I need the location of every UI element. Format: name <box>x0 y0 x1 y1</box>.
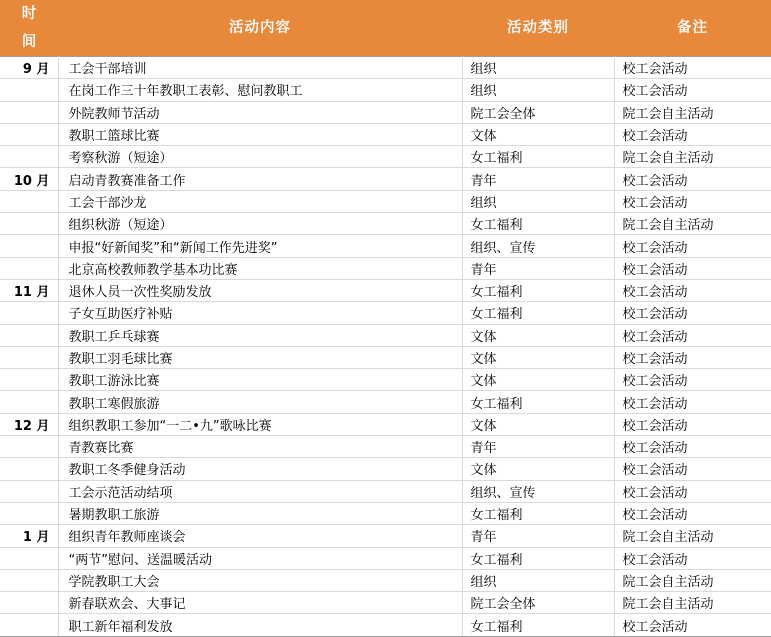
cell-time <box>0 257 58 279</box>
cell-activity-content: 新春联欢会、大事记 <box>58 592 462 614</box>
cell-activity-category: 文体 <box>462 346 614 368</box>
cell-activity-content: 教职工羽毛球比赛 <box>58 346 462 368</box>
table-row <box>0 369 771 391</box>
cell-time <box>0 146 58 168</box>
table-row <box>0 235 771 257</box>
table-row <box>0 592 771 614</box>
cell-activity-content: 工会干部培训 <box>58 57 462 79</box>
cell-activity-content: 外院教师节活动 <box>58 101 462 123</box>
cell-activity-content: 教职工寒假旅游 <box>58 391 462 413</box>
cell-activity-category: 女工福利 <box>462 146 614 168</box>
cell-remark: 校工会活动 <box>614 235 771 257</box>
table-row <box>0 413 771 435</box>
cell-activity-category: 院工会全体 <box>462 592 614 614</box>
cell-remark: 校工会活动 <box>614 79 771 101</box>
table-row <box>0 391 771 413</box>
cell-time <box>0 346 58 368</box>
cell-time <box>0 190 58 212</box>
cell-activity-content: 青教赛比赛 <box>58 436 462 458</box>
cell-remark: 校工会活动 <box>614 302 771 324</box>
cell-activity-category: 文体 <box>462 413 614 435</box>
cell-activity-content: 工会示范活动结项 <box>58 480 462 502</box>
cell-time: 12 月 <box>0 413 58 435</box>
cell-remark: 校工会活动 <box>614 257 771 279</box>
cell-activity-content: 启动青教赛准备工作 <box>58 168 462 190</box>
cell-activity-content: 学院教职工大会 <box>58 569 462 591</box>
cell-time <box>0 302 58 324</box>
table-row <box>0 458 771 480</box>
table-row <box>0 146 771 168</box>
cell-remark: 校工会活动 <box>614 391 771 413</box>
table-row <box>0 480 771 502</box>
cell-remark: 校工会活动 <box>614 413 771 435</box>
cell-time <box>0 502 58 524</box>
cell-time <box>0 547 58 569</box>
cell-remark: 校工会活动 <box>614 547 771 569</box>
table-row <box>0 57 771 79</box>
cell-activity-content: 职工新年福利发放 <box>58 614 462 636</box>
cell-activity-category: 青年 <box>462 436 614 458</box>
cell-remark: 院工会自主活动 <box>614 592 771 614</box>
cell-time: 9 月 <box>0 57 58 79</box>
cell-remark: 校工会活动 <box>614 369 771 391</box>
cell-time <box>0 614 58 636</box>
cell-time: 11 月 <box>0 279 58 301</box>
table-row <box>0 436 771 458</box>
cell-time <box>0 79 58 101</box>
cell-activity-content: 子女互助医疗补贴 <box>58 302 462 324</box>
cell-activity-category: 女工福利 <box>462 213 614 235</box>
table-row <box>0 213 771 235</box>
cell-activity-content: 申报“好新闻奖”和“新闻工作先进奖” <box>58 235 462 257</box>
table-row <box>0 525 771 547</box>
table-row <box>0 502 771 524</box>
cell-activity-content: 考察秋游（短途） <box>58 146 462 168</box>
cell-activity-category: 文体 <box>462 123 614 145</box>
cell-activity-category: 文体 <box>462 458 614 480</box>
column-header-content: 活动内容 <box>58 0 462 57</box>
cell-remark: 院工会自主活动 <box>614 569 771 591</box>
column-header-category: 活动类别 <box>462 0 614 57</box>
cell-activity-category: 文体 <box>462 369 614 391</box>
cell-activity-category: 青年 <box>462 168 614 190</box>
cell-time <box>0 123 58 145</box>
table-row <box>0 101 771 123</box>
table-row <box>0 302 771 324</box>
cell-time <box>0 369 58 391</box>
cell-activity-category: 女工福利 <box>462 391 614 413</box>
cell-remark: 院工会自主活动 <box>614 525 771 547</box>
cell-activity-category: 女工福利 <box>462 614 614 636</box>
column-header-remark: 备注 <box>614 0 771 57</box>
cell-activity-content: 教职工篮球比赛 <box>58 123 462 145</box>
table-row <box>0 324 771 346</box>
cell-activity-content: 教职工冬季健身活动 <box>58 458 462 480</box>
cell-time <box>0 213 58 235</box>
cell-activity-content: 教职工乒乓球赛 <box>58 324 462 346</box>
table-row <box>0 79 771 101</box>
table-row <box>0 346 771 368</box>
table-header-row <box>0 0 771 57</box>
cell-activity-category: 女工福利 <box>462 502 614 524</box>
cell-remark: 校工会活动 <box>614 123 771 145</box>
cell-activity-category: 女工福利 <box>462 547 614 569</box>
cell-time: 1 月 <box>0 525 58 547</box>
table-header <box>0 0 771 57</box>
cell-activity-category: 组织 <box>462 79 614 101</box>
cell-remark: 校工会活动 <box>614 436 771 458</box>
cell-remark: 校工会活动 <box>614 324 771 346</box>
cell-activity-content: 教职工游泳比赛 <box>58 369 462 391</box>
cell-activity-category: 青年 <box>462 257 614 279</box>
cell-remark: 院工会自主活动 <box>614 146 771 168</box>
cell-time <box>0 324 58 346</box>
cell-activity-category: 组织、宣传 <box>462 235 614 257</box>
table-row <box>0 614 771 636</box>
cell-time <box>0 480 58 502</box>
cell-time <box>0 235 58 257</box>
cell-time <box>0 436 58 458</box>
table-row <box>0 123 771 145</box>
cell-activity-category: 组织 <box>462 190 614 212</box>
cell-activity-category: 组织、宣传 <box>462 480 614 502</box>
table-body <box>0 57 771 637</box>
column-header-time: 时 间 <box>0 0 58 57</box>
table-row <box>0 257 771 279</box>
cell-remark: 校工会活动 <box>614 458 771 480</box>
cell-activity-content: 在岗工作三十年教职工表彰、慰问教职工 <box>58 79 462 101</box>
cell-time <box>0 592 58 614</box>
cell-activity-category: 组织 <box>462 569 614 591</box>
cell-activity-content: “两节”慰问、送温暖活动 <box>58 547 462 569</box>
cell-remark: 院工会自主活动 <box>614 101 771 123</box>
cell-activity-content: 组织青年教师座谈会 <box>58 525 462 547</box>
cell-remark: 校工会活动 <box>614 480 771 502</box>
cell-activity-content: 组织秋游（短途） <box>58 213 462 235</box>
table-row <box>0 279 771 301</box>
cell-remark: 校工会活动 <box>614 57 771 79</box>
cell-remark: 校工会活动 <box>614 279 771 301</box>
cell-time: 10 月 <box>0 168 58 190</box>
cell-time <box>0 391 58 413</box>
table-row <box>0 168 771 190</box>
cell-remark: 校工会活动 <box>614 502 771 524</box>
cell-time <box>0 569 58 591</box>
cell-remark: 校工会活动 <box>614 168 771 190</box>
cell-activity-content: 退休人员一次性奖励发放 <box>58 279 462 301</box>
cell-activity-content: 组织教职工参加“一二•九”歌咏比赛 <box>58 413 462 435</box>
cell-time <box>0 458 58 480</box>
cell-activity-category: 青年 <box>462 525 614 547</box>
cell-activity-category: 组织 <box>462 57 614 79</box>
cell-remark: 校工会活动 <box>614 614 771 636</box>
table-row <box>0 547 771 569</box>
table-row <box>0 569 771 591</box>
cell-time <box>0 101 58 123</box>
cell-remark: 校工会活动 <box>614 346 771 368</box>
cell-remark: 校工会活动 <box>614 190 771 212</box>
cell-activity-content: 北京高校教师教学基本功比赛 <box>58 257 462 279</box>
cell-activity-category: 女工福利 <box>462 302 614 324</box>
cell-activity-category: 文体 <box>462 324 614 346</box>
cell-activity-category: 院工会全体 <box>462 101 614 123</box>
cell-activity-content: 工会干部沙龙 <box>58 190 462 212</box>
cell-activity-content: 暑期教职工旅游 <box>58 502 462 524</box>
cell-remark: 院工会自主活动 <box>614 213 771 235</box>
cell-activity-category: 女工福利 <box>462 279 614 301</box>
table-row <box>0 190 771 212</box>
